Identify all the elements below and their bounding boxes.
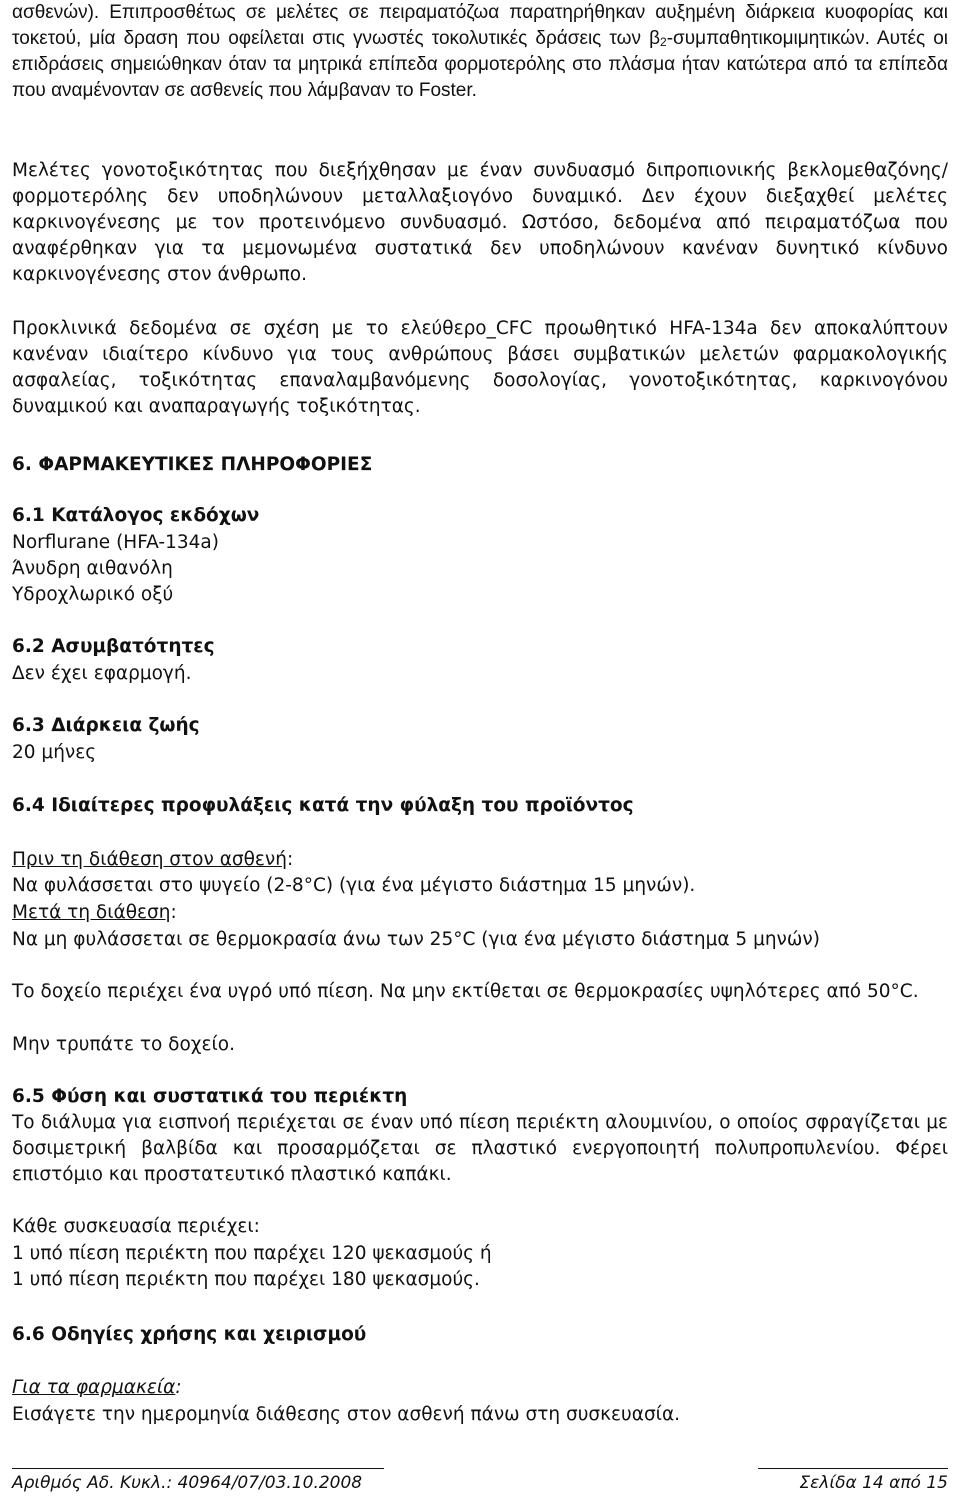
pharmacy-instructions: Εισάγετε την ημερομηνία διάθεσης στον ασθενή πάνω στη συσκευασία.: [12, 1404, 681, 1425]
section-6-3-heading: 6.3 Διάρκεια ζωής: [12, 715, 200, 736]
pharmacy-label: Για τα φαρμακεία:: [12, 1377, 182, 1398]
section-6-heading: 6. ΦΑΡΜΑΚΕΥΤΙΚΕΣ ΠΛΗΡΟΦΟΡΙΕΣ: [12, 454, 373, 475]
pack-option: 1 υπό πίεση περιέκτη που παρέχει 120 ψεκασμούς ή: [12, 1243, 492, 1264]
section-6-1-heading: 6.1 Κατάλογος εκδόχων: [12, 505, 260, 526]
page-footer: [12, 1468, 948, 1498]
excipient-item: Υδροχλωρικό οξύ: [12, 584, 174, 605]
excipient-item: Norflurane (HFA-134a): [12, 532, 219, 553]
incompatibilities-text: Δεν έχει εφαρμογή.: [12, 663, 192, 684]
registration-number: Αριθμός Αδ. Κυκλ.: 40964/07/03.10.2008: [12, 1473, 363, 1493]
shelf-life-text: 20 μήνες: [12, 742, 97, 763]
before-dispensing-text: Να φυλάσσεται στο ψυγείο (2-8°C) (για ένα μέγιστο διάστημα 15 μηνών).: [12, 875, 696, 896]
pack-option: 1 υπό πίεση περιέκτη που παρέχει 180 ψεκασμούς.: [12, 1269, 480, 1290]
section-6-2-heading: 6.2 Ασυμβατότητες: [12, 636, 215, 657]
footer-rule-left: [12, 1468, 384, 1469]
container-description: Το διάλυμα για εισπνοή περιέχεται σε έναν υπό πίεση περιέκτη αλουμινίου, ο οποίος σφραγίζεται με δοσιμετρική βαλβίδα και προσαρμόζεται σε πλαστικό ενεργοποιητή πολυπροπυλενίου. Φέρει επιστόμιο και προστατευτικό πλαστικό καπάκι.: [12, 1112, 948, 1185]
section-6-4-heading: 6.4 Ιδιαίτερες προφυλάξεις κατά την φύλαξη του προϊόντος: [12, 795, 634, 816]
page-number: Σελίδα 14 από 15: [799, 1473, 948, 1493]
pressure-warning: Το δοχείο περιέχει ένα υγρό υπό πίεση. Να μην εκτίθεται σε θερμοκρασίες υψηλότερες από 50°C.: [12, 981, 919, 1002]
do-not-pierce-warning: Μην τρυπάτε το δοχείο.: [12, 1034, 235, 1055]
fertility-paragraph: Μελέτες γονοτοξικότητας που διεξήχθησαν με έναν συνδυασμό διπροπιονικής βεκλομεθαζόνης/φορμοτερόλης δεν υποδηλώνουν μεταλλαξιογόνο δυναμικό. Δεν έχουν διεξαχθεί μελέτες καρκινογένεσης με τον προτεινόμενο συνδυασμό. Ωστόσο, δεδομένα από πειραματόζωα που αναφέρθηκαν για τα μεμονωμένα συστατικά δεν υποδηλώνουν κανέναν δυνητικό κίνδυνο καρκινογένεσης στον άνθρωπο.: [12, 160, 948, 285]
section-6-5-heading: 6.5 Φύση και συστατικά του περιέκτη: [12, 1086, 408, 1107]
section-6-6-heading: 6.6 Οδηγίες χρήσης και χειρισμού: [12, 1324, 367, 1345]
intro-paragraph: ασθενών). Επιπροσθέτως σε μελέτες σε πειραματόζωα παρατηρήθηκαν αυξημένη διάρκεια κυοφορίας και τοκετού, μία δραση που οφείλεται στις γνωστές τοκολυτικές δράσεις των $\beta_2$-συμπαθητικομιμητικών. Αυτές οι επιδράσεις σημειώθηκαν όταν τα μητρικά επίπεδα φορμοτερόλης στο πλάσμα ήταν κατώτερα από τα επίπεδα που αναμένονταν σε ασθενείς που λάμβαναν το Foster.: [12, 2, 948, 101]
after-dispensing-text: Να μη φυλάσσεται σε θερμοκρασία άνω των 25°C (για ένα μέγιστο διάστημα 5 μηνών): [12, 929, 820, 950]
footer-rule-right: [758, 1468, 948, 1469]
after-dispensing-label: Μετά τη διάθεση:: [12, 902, 177, 923]
preclinical-paragraph: Προκλινικά δεδομένα σε σχέση με το ελεύθερο_CFC προωθητικό HFA-134a δεν αποκαλύπτουν κανέναν ιδιαίτερο κίνδυνο για τους ανθρώπους βάσει συμβατικών μελετών φαρμακολογικής ασφαλείας, τοξικότητας επαναλαμβανόμενης δοσολογίας, γονοτοξικότητας, καρκινογόνου δυναμικού και αναπαραγωγής τοξικότητας.: [12, 318, 948, 417]
pack-contents-intro: Κάθε συσκευασία περιέχει:: [12, 1216, 260, 1237]
excipient-item: Άνυδρη αιθανόλη: [12, 558, 173, 579]
before-dispensing-label: Πριν τη διάθεση στον ασθενή:: [12, 849, 294, 870]
